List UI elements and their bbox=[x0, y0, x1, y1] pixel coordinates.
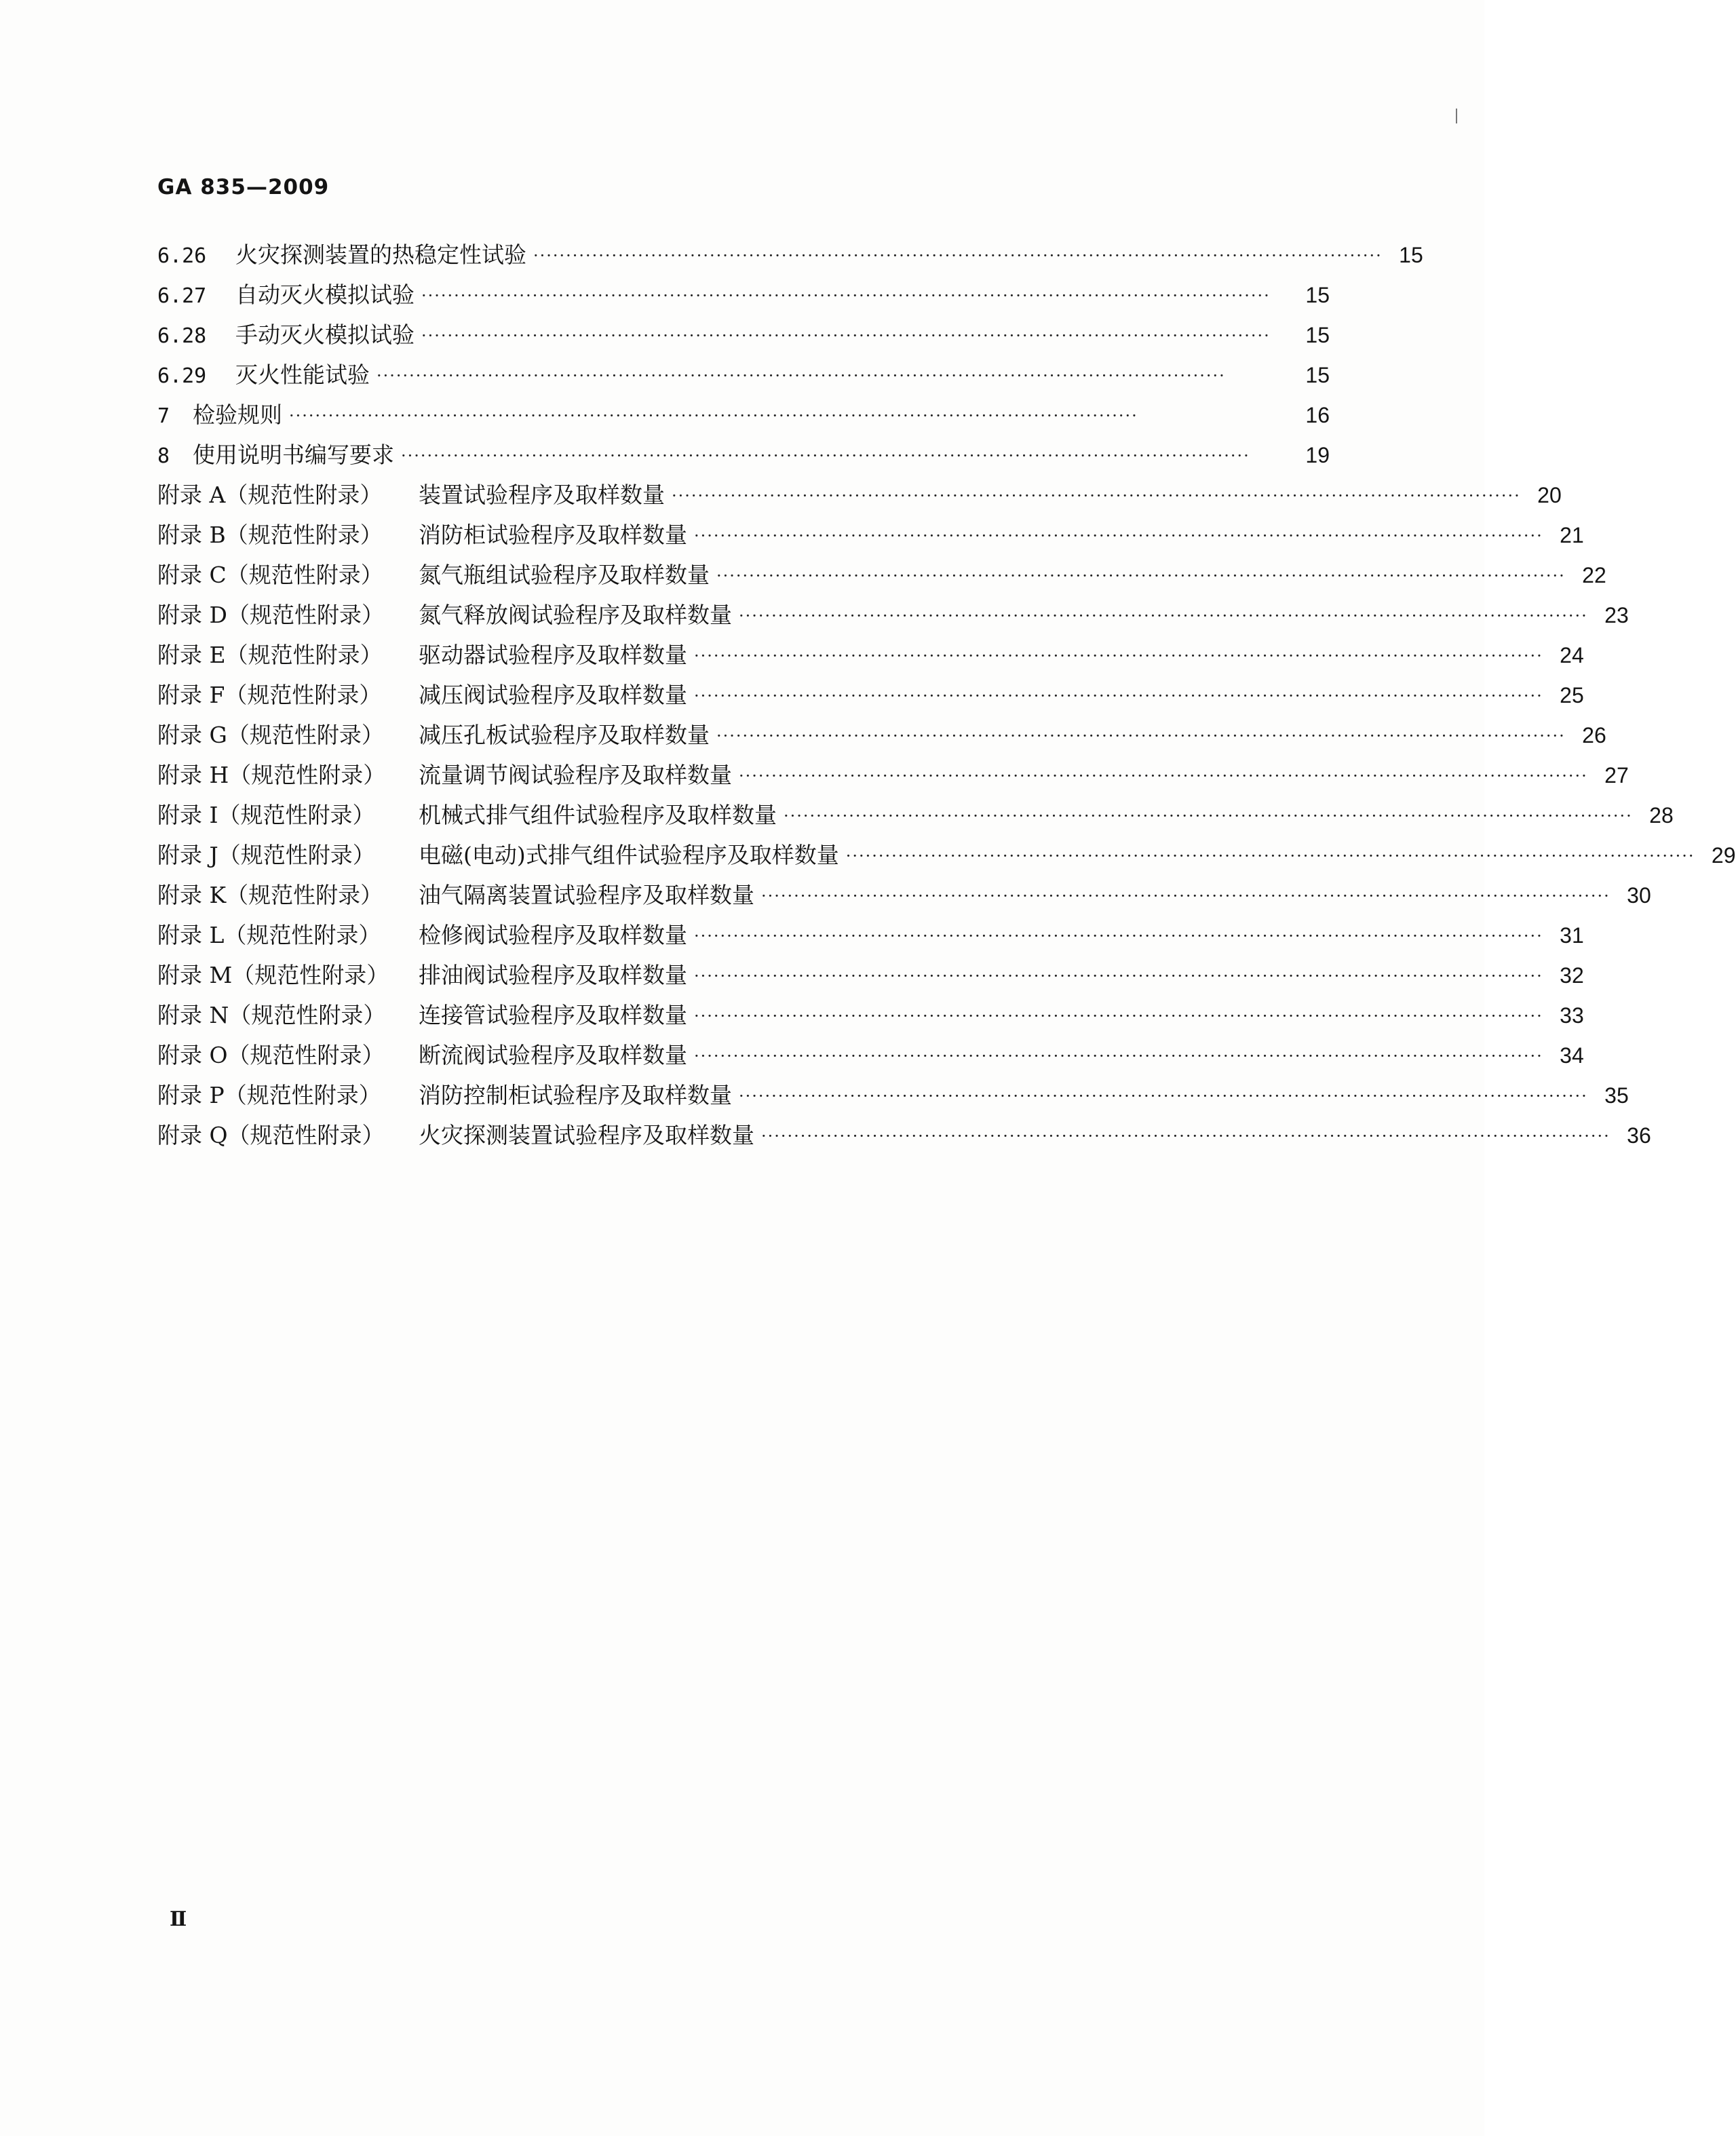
toc-entry[interactable] bbox=[157, 838, 1736, 878]
toc-entry-title: 检修阀试验程序及取样数量 bbox=[419, 922, 687, 948]
toc-entry-number: 6.27 bbox=[157, 284, 207, 308]
toc-entry-title: 检验规则 bbox=[193, 402, 282, 428]
toc-entry-page: 32 bbox=[1560, 963, 1584, 988]
toc-entry-page: 16 bbox=[1305, 403, 1330, 427]
toc-entry-number: 6.26 bbox=[157, 244, 207, 268]
toc-entry-title: 减压阀试验程序及取样数量 bbox=[419, 682, 687, 708]
toc-entry-page: 20 bbox=[1537, 483, 1562, 507]
toc-leader-dots: ·································································································································· bbox=[694, 526, 1543, 545]
toc-entry[interactable] bbox=[157, 1038, 1584, 1078]
toc-entry-page: 25 bbox=[1560, 683, 1584, 707]
toc-entry-number: 附录 L（规范性附录） bbox=[157, 922, 381, 948]
toc-entry[interactable] bbox=[157, 918, 1584, 958]
toc-entry-title: 驱动器试验程序及取样数量 bbox=[419, 642, 687, 668]
table-of-contents bbox=[157, 237, 1736, 1158]
toc-entry-page: 15 bbox=[1305, 363, 1330, 387]
toc-entry-number: 6.29 bbox=[157, 364, 207, 388]
toc-leader-dots: ·································································································································· bbox=[672, 486, 1521, 505]
toc-entry[interactable] bbox=[157, 958, 1584, 998]
toc-entry-page: 36 bbox=[1627, 1123, 1651, 1148]
toc-leader-dots: ·································································································································· bbox=[421, 326, 1271, 345]
toc-entry-number: 附录 J（规范性附录） bbox=[157, 842, 375, 868]
toc-leader-dots: ·································································································································· bbox=[289, 406, 1138, 425]
toc-entry-page: 31 bbox=[1560, 923, 1584, 948]
toc-entry[interactable] bbox=[157, 678, 1584, 718]
toc-leader-dots: ·································································································································· bbox=[761, 887, 1610, 906]
toc-entry-number: 附录 O（规范性附录） bbox=[157, 1042, 385, 1068]
toc-entry-page: 15 bbox=[1305, 323, 1330, 347]
toc-entry-page: 27 bbox=[1604, 763, 1629, 788]
toc-leader-dots: ·································································································································· bbox=[533, 246, 1383, 265]
toc-entry-page: 34 bbox=[1560, 1043, 1584, 1068]
toc-entry-title: 机械式排气组件试验程序及取样数量 bbox=[419, 802, 777, 828]
toc-entry-title: 自动灭火模拟试验 bbox=[235, 281, 414, 308]
toc-entry-title: 断流阀试验程序及取样数量 bbox=[419, 1042, 687, 1068]
toc-leader-dots: ·································································································································· bbox=[694, 686, 1543, 705]
toc-entry-number: 附录 K（规范性附录） bbox=[157, 882, 383, 908]
toc-entry[interactable] bbox=[157, 1078, 1629, 1118]
toc-entry-number: 6.28 bbox=[157, 324, 207, 348]
toc-entry-number: 附录 E（规范性附录） bbox=[157, 642, 383, 668]
toc-entry[interactable] bbox=[157, 758, 1629, 798]
toc-entry-page: 24 bbox=[1560, 643, 1584, 667]
toc-entry-number: 附录 H（规范性附录） bbox=[157, 762, 386, 788]
toc-leader-dots: ·································································································································· bbox=[401, 446, 1250, 465]
toc-entry-page: 30 bbox=[1627, 883, 1651, 908]
toc-entry[interactable] bbox=[157, 397, 1330, 438]
toc-entry-title: 灭火性能试验 bbox=[235, 362, 370, 388]
toc-entry-number: 7 bbox=[157, 404, 170, 428]
toc-leader-dots: ·································································································································· bbox=[716, 566, 1566, 585]
toc-entry-number: 附录 C（规范性附录） bbox=[157, 562, 383, 588]
toc-entry-title: 流量调节阀试验程序及取样数量 bbox=[419, 762, 732, 788]
toc-entry-number: 附录 B（规范性附录） bbox=[157, 522, 383, 548]
toc-entry-title: 使用说明书编写要求 bbox=[193, 442, 394, 468]
toc-entry-page: 29 bbox=[1711, 843, 1736, 868]
toc-entry-title: 火灾探测装置的热稳定性试验 bbox=[235, 241, 526, 268]
toc-entry-title: 装置试验程序及取样数量 bbox=[419, 482, 665, 508]
toc-entry[interactable] bbox=[157, 718, 1606, 758]
toc-leader-dots: ·································································································································· bbox=[694, 646, 1543, 665]
toc-entry[interactable] bbox=[157, 357, 1330, 397]
toc-entry-title: 火灾探测装置试验程序及取样数量 bbox=[419, 1122, 754, 1148]
toc-leader-dots: ·································································································································· bbox=[421, 286, 1271, 305]
toc-entry-number: 附录 D（规范性附录） bbox=[157, 602, 384, 628]
toc-entry[interactable] bbox=[157, 237, 1423, 277]
toc-entry-title: 连接管试验程序及取样数量 bbox=[419, 1002, 687, 1028]
toc-entry-page: 33 bbox=[1560, 1003, 1584, 1028]
toc-entry-title: 排油阀试验程序及取样数量 bbox=[419, 962, 687, 988]
toc-entry[interactable] bbox=[157, 638, 1584, 678]
scan-edge-mark bbox=[1456, 109, 1457, 123]
toc-entry-page: 22 bbox=[1582, 563, 1606, 587]
toc-entry-page: 19 bbox=[1305, 443, 1330, 467]
toc-leader-dots: ·································································································································· bbox=[694, 1007, 1543, 1026]
toc-entry-number: 附录 Q（规范性附录） bbox=[157, 1122, 385, 1148]
toc-entry[interactable] bbox=[157, 798, 1674, 838]
toc-entry[interactable] bbox=[157, 998, 1584, 1038]
toc-entry-title: 氮气瓶组试验程序及取样数量 bbox=[419, 562, 710, 588]
toc-entry-page: 26 bbox=[1582, 723, 1606, 747]
toc-entry-title: 氮气释放阀试验程序及取样数量 bbox=[419, 602, 732, 628]
toc-leader-dots: ·································································································································· bbox=[377, 366, 1226, 385]
toc-entry-page: 35 bbox=[1604, 1083, 1629, 1108]
toc-entry[interactable] bbox=[157, 518, 1584, 558]
toc-entry[interactable] bbox=[157, 1118, 1651, 1158]
toc-entry-title: 油气隔离装置试验程序及取样数量 bbox=[419, 882, 754, 908]
toc-entry[interactable] bbox=[157, 478, 1562, 518]
toc-leader-dots: ·································································································································· bbox=[716, 726, 1566, 745]
toc-leader-dots: ·································································································································· bbox=[761, 1127, 1610, 1146]
toc-entry-title: 减压孔板试验程序及取样数量 bbox=[419, 722, 710, 748]
toc-entry-title: 手动灭火模拟试验 bbox=[235, 322, 414, 348]
toc-leader-dots: ·································································································································· bbox=[739, 606, 1588, 625]
toc-entry[interactable] bbox=[157, 438, 1330, 478]
toc-leader-dots: ·································································································································· bbox=[784, 807, 1633, 826]
toc-entry-page: 21 bbox=[1560, 523, 1584, 547]
toc-leader-dots: ·································································································································· bbox=[845, 847, 1695, 866]
toc-entry-title: 消防控制柜试验程序及取样数量 bbox=[419, 1082, 732, 1108]
page-number: Ⅱ bbox=[170, 1908, 187, 1930]
toc-leader-dots: ·································································································································· bbox=[694, 967, 1543, 986]
toc-entry-number: 附录 G（规范性附录） bbox=[157, 722, 384, 748]
toc-entry-number: 附录 A（规范性附录） bbox=[157, 482, 383, 508]
toc-entry[interactable] bbox=[157, 878, 1651, 918]
standard-code: GA 835—2009 bbox=[157, 175, 330, 199]
toc-entry-number: 附录 P（规范性附录） bbox=[157, 1082, 381, 1108]
toc-entry-title: 消防柜试验程序及取样数量 bbox=[419, 522, 687, 548]
toc-entry-number: 附录 M（规范性附录） bbox=[157, 962, 389, 988]
toc-entry-number: 附录 F（规范性附录） bbox=[157, 682, 382, 708]
toc-leader-dots: ·································································································································· bbox=[694, 927, 1543, 946]
toc-leader-dots: ·································································································································· bbox=[739, 1087, 1588, 1106]
toc-entry[interactable] bbox=[157, 317, 1330, 357]
toc-entry[interactable] bbox=[157, 598, 1629, 638]
toc-entry[interactable] bbox=[157, 277, 1330, 317]
toc-entry-page: 23 bbox=[1604, 603, 1629, 627]
toc-entry-number: 8 bbox=[157, 444, 170, 468]
toc-entry[interactable] bbox=[157, 558, 1606, 598]
toc-entry-number: 附录 I（规范性附录） bbox=[157, 802, 375, 828]
toc-leader-dots: ·································································································································· bbox=[694, 1047, 1543, 1066]
toc-entry-page: 15 bbox=[1399, 243, 1423, 267]
toc-entry-page: 28 bbox=[1649, 803, 1674, 828]
toc-entry-title: 电磁(电动)式排气组件试验程序及取样数量 bbox=[419, 842, 839, 868]
toc-entry-number: 附录 N（规范性附录） bbox=[157, 1002, 386, 1028]
toc-leader-dots: ·································································································································· bbox=[739, 766, 1588, 785]
toc-entry-page: 15 bbox=[1305, 283, 1330, 307]
